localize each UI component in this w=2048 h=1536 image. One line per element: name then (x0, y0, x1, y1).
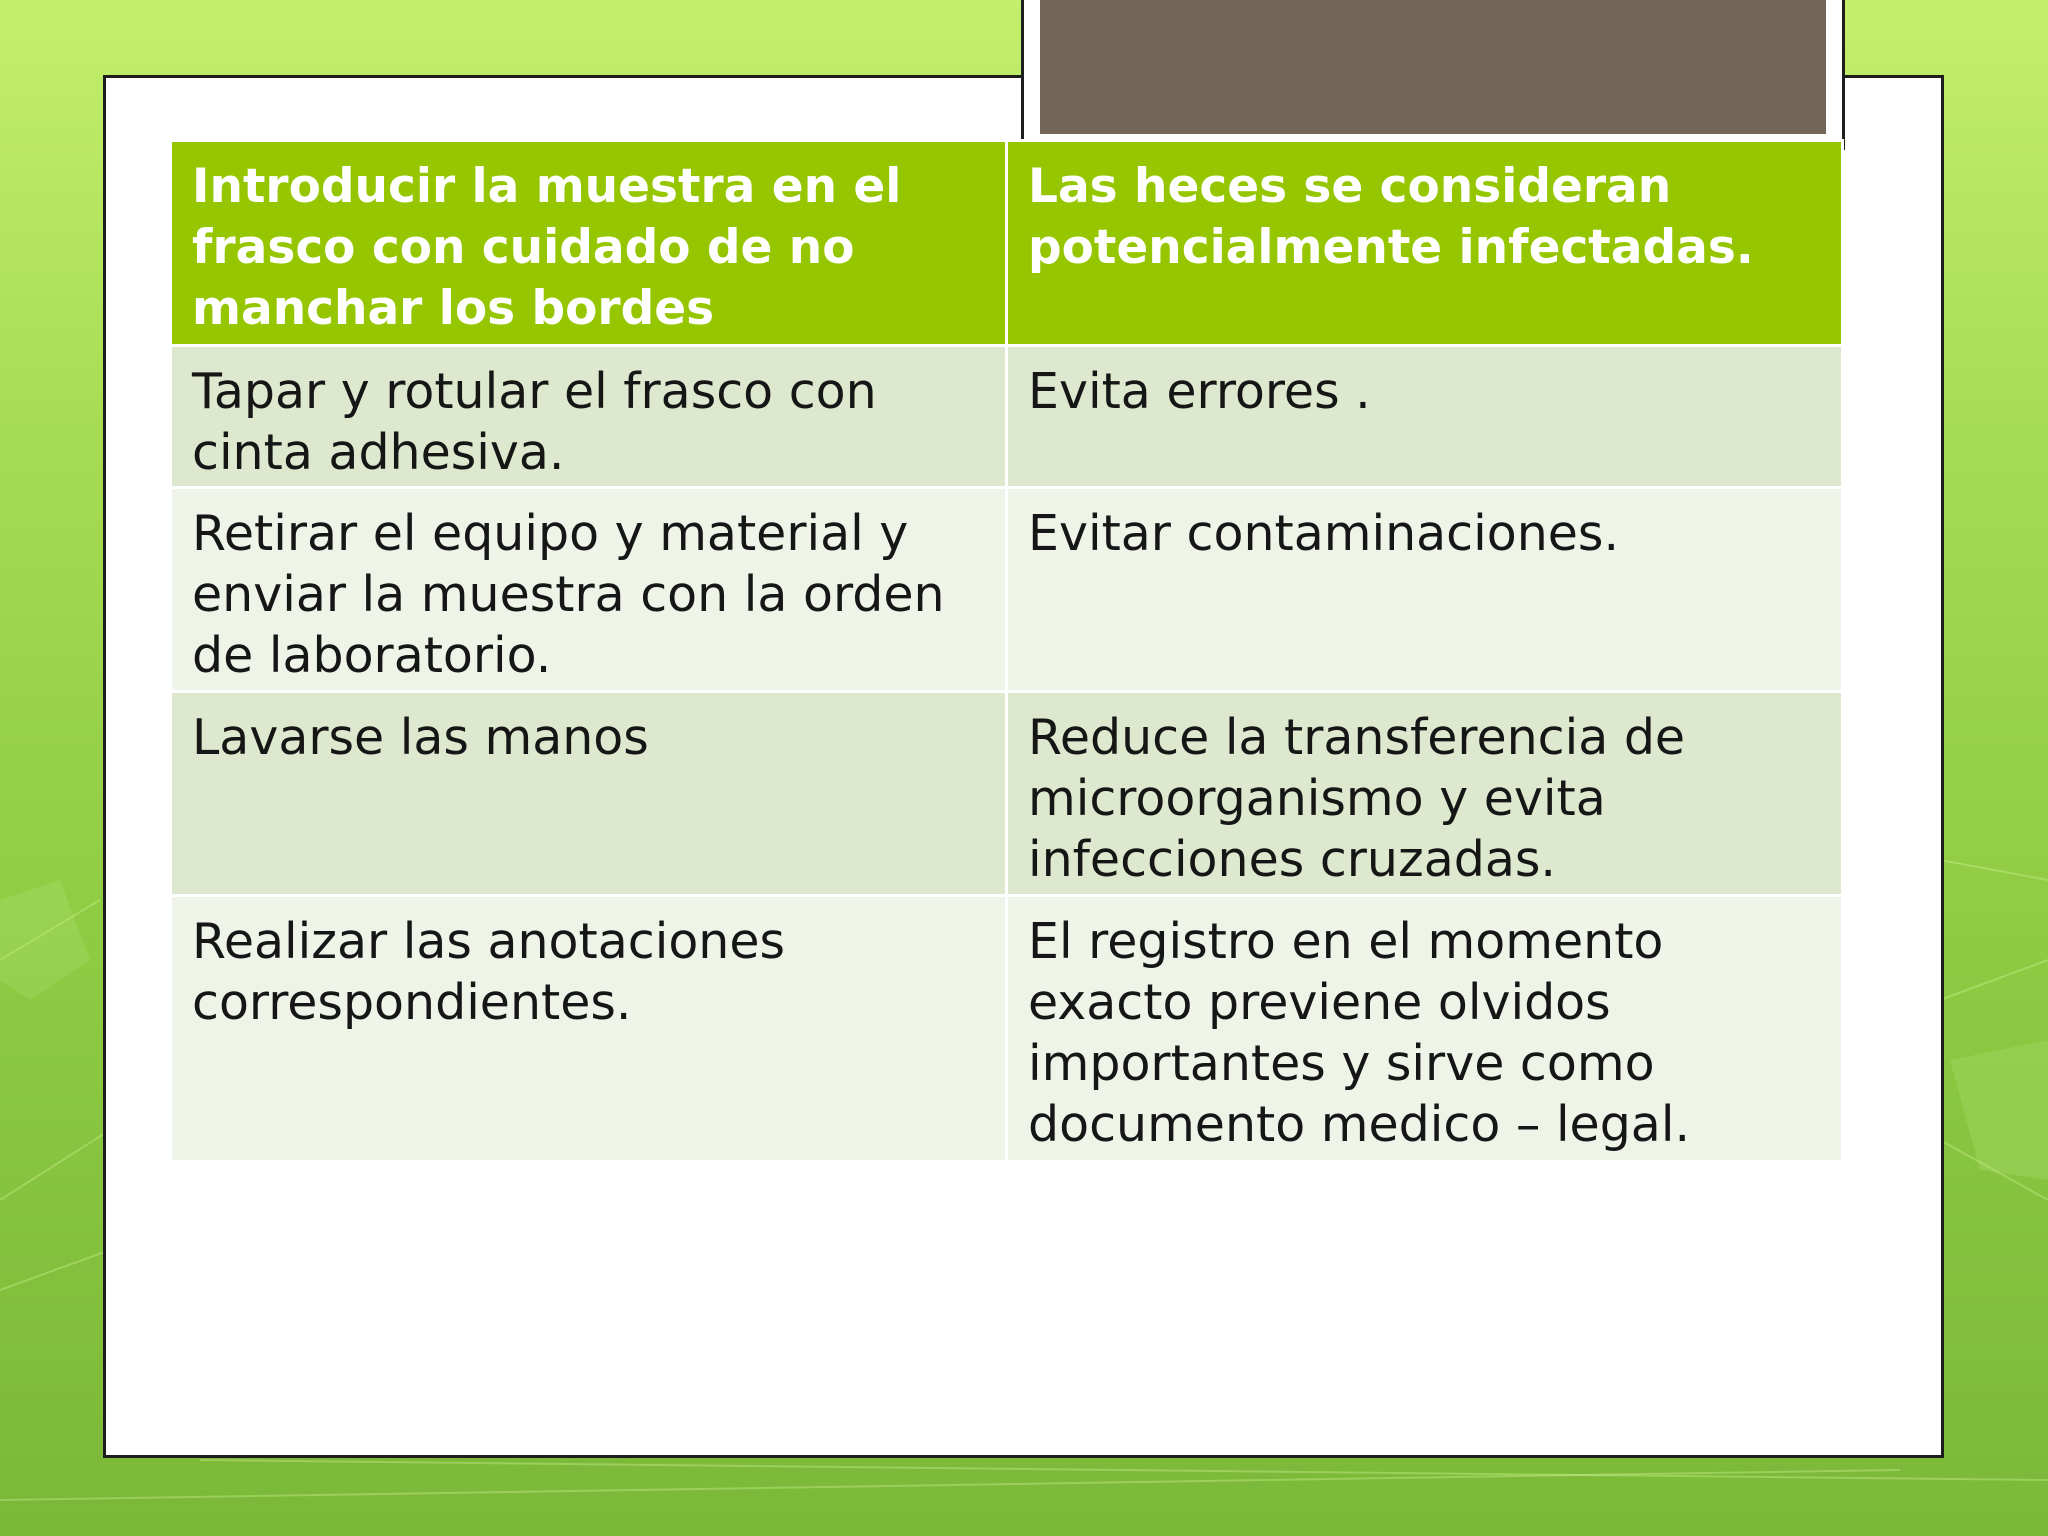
rationale-cell: Evita errores . (1007, 346, 1843, 488)
procedure-cell: Lavarse las manos (171, 692, 1007, 896)
procedure-cell: Retirar el equipo y material y enviar la muestra con la orden de laboratorio. (171, 488, 1007, 692)
title-placeholder-bar (1040, 0, 1826, 134)
header-cell-procedure: Introducir la muestra en el frasco con cuidado de no manchar los bordes (171, 141, 1007, 346)
rationale-cell: Reduce la transferencia de microorganismo y evita infecciones cruzadas. (1007, 692, 1843, 896)
table-header-row (171, 141, 1843, 346)
rationale-cell: Evitar contaminaciones. (1007, 488, 1843, 692)
table-row (171, 896, 1843, 1162)
procedure-cell: Realizar las anotaciones correspondientes. (171, 896, 1007, 1162)
procedure-cell: Tapar y rotular el frasco con cinta adhesiva. (171, 346, 1007, 488)
rationale-cell: El registro en el momento exacto previene olvidos importantes y sirve como documento medico – legal. (1007, 896, 1843, 1162)
procedure-table (169, 139, 1844, 1163)
table-row (171, 346, 1843, 488)
table-row (171, 692, 1843, 896)
header-cell-rationale: Las heces se consideran potencialmente infectadas. (1007, 141, 1843, 346)
table-row (171, 488, 1843, 692)
